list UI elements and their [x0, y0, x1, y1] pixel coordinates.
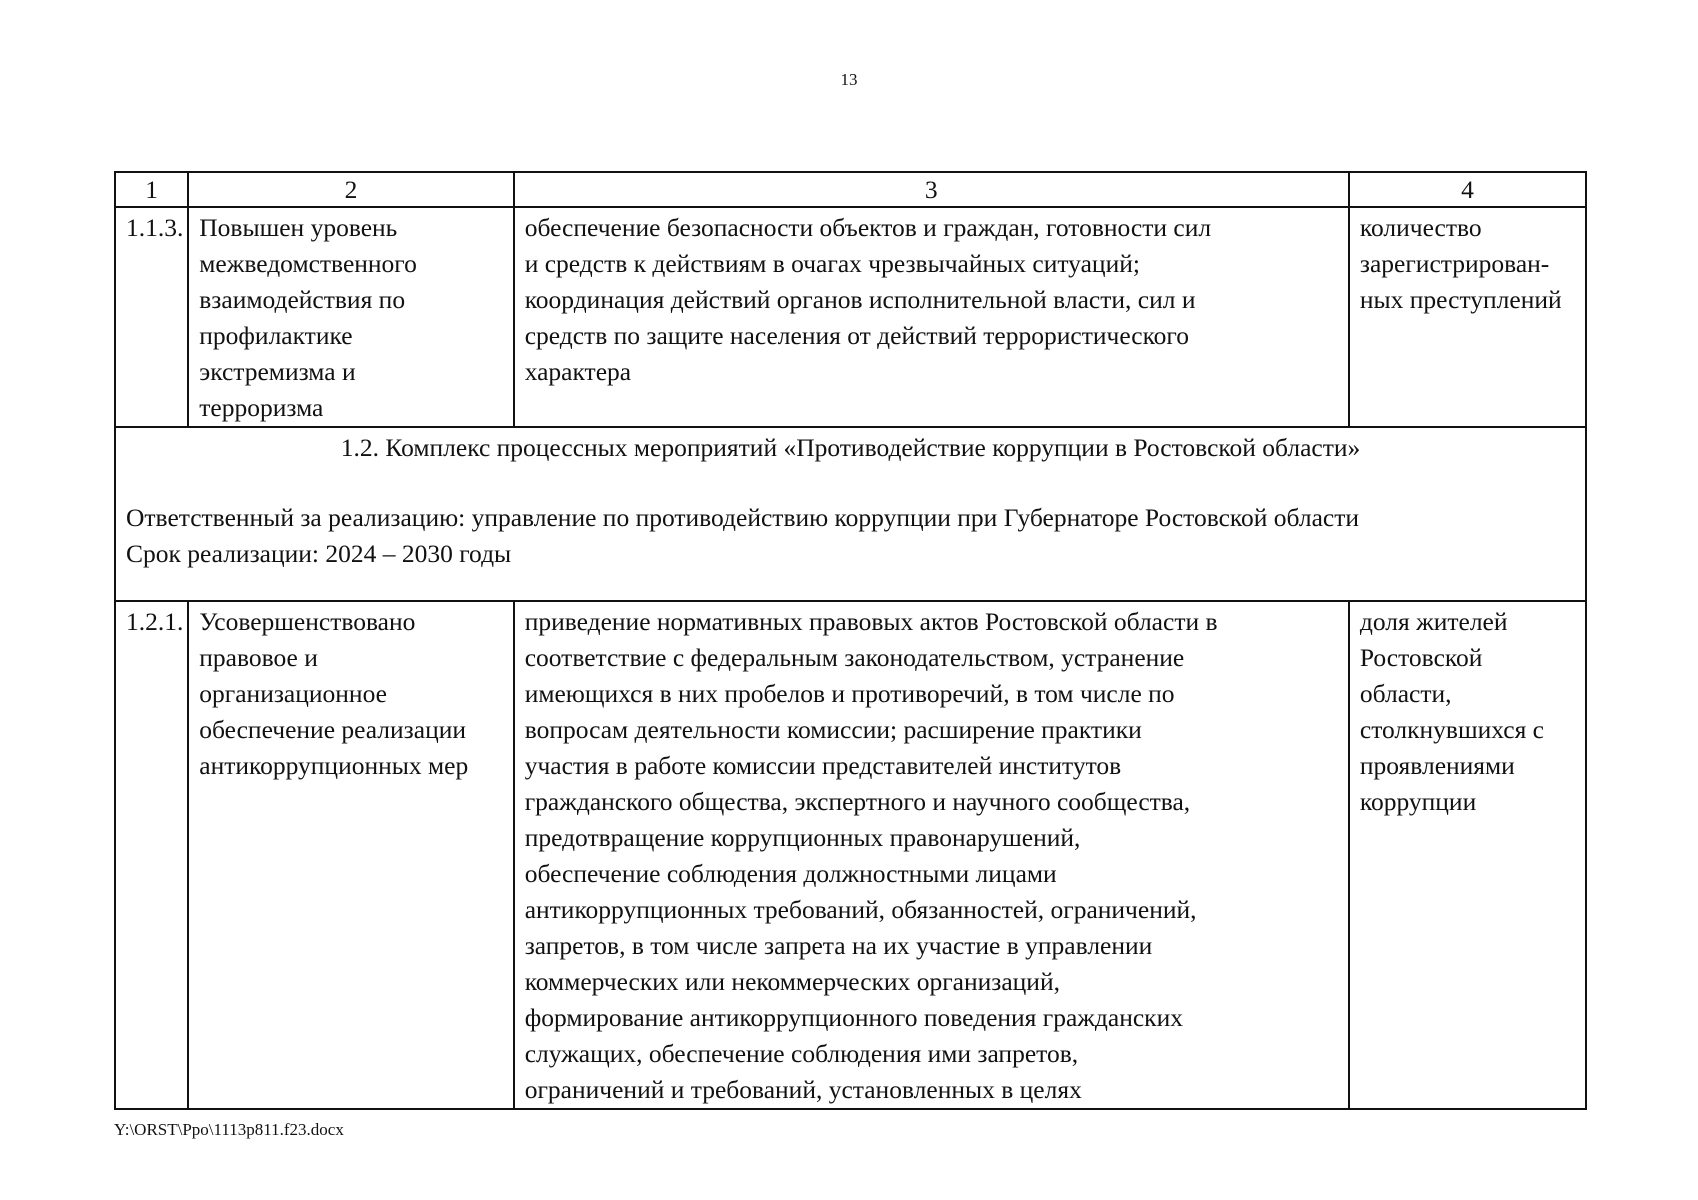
table-row	[115, 207, 1586, 427]
section-period: Срок реализации: 2024 – 2030 годы	[126, 539, 512, 568]
section-title: 1.2. Комплекс процессных мероприятий «Противодействие коррупции в Ростовской области»	[340, 433, 1361, 462]
indicator-cell: количество зарегистрирован- ных преступлений	[1349, 207, 1586, 427]
table-header-row	[115, 172, 1586, 207]
section-spacer	[126, 466, 1575, 500]
measures-table	[114, 171, 1587, 1110]
section-responsible: Ответственный за реализацию: управление по противодействию коррупции при Губернаторе Ростовской области	[126, 503, 1360, 532]
column-number-4: 4	[1349, 172, 1586, 207]
indicator-cell: доля жителей Ростовской области, столкнувшихся с проявлениями коррупции	[1349, 601, 1586, 1109]
description-cell: обеспечение безопасности объектов и граждан, готовности сил и средств к действиям в очагах чрезвычайных ситуаций; координация действий органов исполнительной власти, сил и средств по защите населения от действий террористического характера	[514, 207, 1349, 427]
table-row	[115, 601, 1586, 1109]
description-cell: приведение нормативных правовых актов Ростовской области в соответствие с федеральным законодательством, устранение имеющихся в них пробелов и противоречий, в том числе по вопросам деятельности комиссии; расширение практики участия в работе комиссии представителей институтов гражданского общества, экспертного и научного сообщества, предотвращение коррупционных правонарушений, обеспечение соблюдения должностными лицами антикоррупционных требований, обязанностей, ограничений, запретов, в том числе запрета на их участие в управлении коммерческих или некоммерческих организаций, формирование антикоррупционного поведения гражданских служащих, обеспечение соблюдения ими запретов, ограничений и требований, установленных в целях	[514, 601, 1349, 1109]
result-cell: Повышен уровень межведомственного взаимодействия по профилактике экстремизма и терроризма	[188, 207, 513, 427]
section-cell	[115, 427, 1586, 601]
file-path-footer: Y:\ORST\Ppo\1113p811.f23.docx	[114, 1120, 344, 1139]
column-number-1: 1	[115, 172, 188, 207]
section-row	[115, 427, 1586, 601]
row-number: 1.1.3.	[115, 207, 188, 427]
column-number-2: 2	[188, 172, 513, 207]
row-number: 1.2.1.	[115, 601, 188, 1109]
result-cell: Усовершенствовано правовое и организационное обеспечение реализации антикоррупционных мер	[188, 601, 513, 1109]
page-number: 13	[840, 70, 858, 89]
column-number-3: 3	[514, 172, 1349, 207]
